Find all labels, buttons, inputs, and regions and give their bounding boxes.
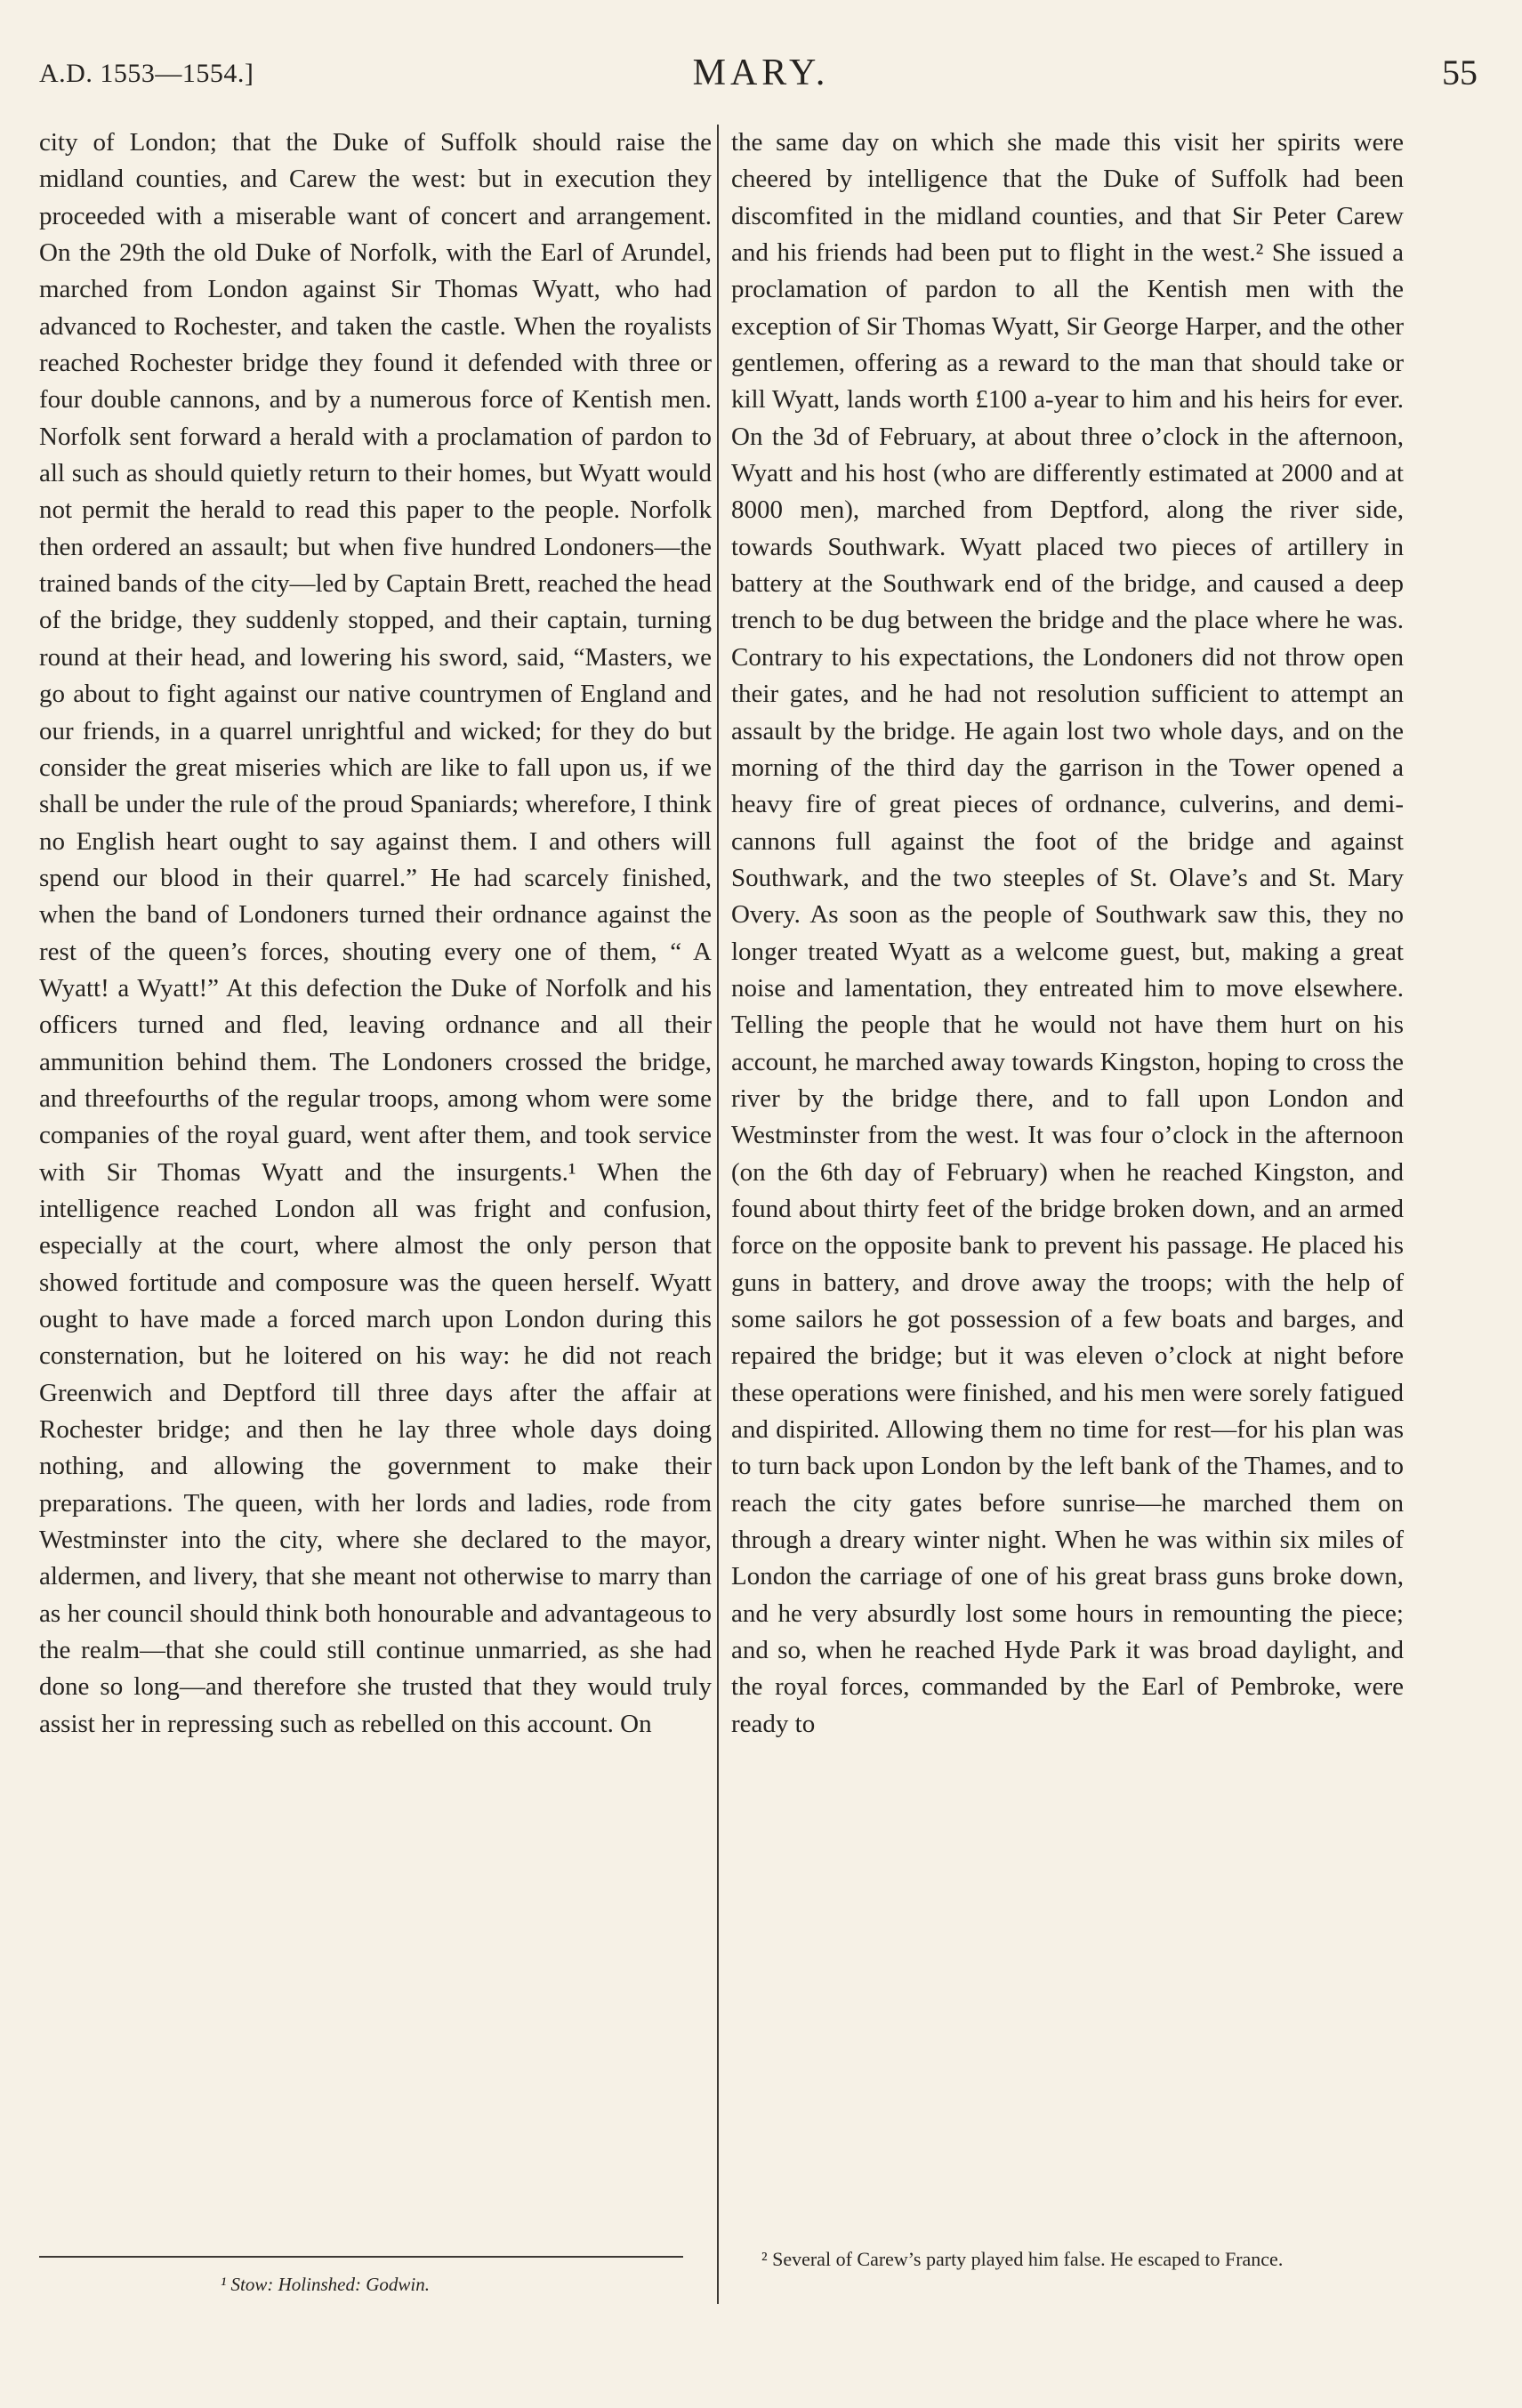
footnote-right: ² Several of Carew’s party played him false. He escaped to France. <box>761 2248 1284 2270</box>
footnote-rule <box>39 2256 683 2258</box>
running-title: MARY. <box>692 52 830 93</box>
date-range: A.D. 1553—1554.] <box>39 59 254 88</box>
left-column <box>39 125 712 1743</box>
footnote-left: ¹ Stow: Holinshed: Godwin. <box>221 2274 430 2295</box>
page-header <box>39 52 1483 105</box>
page-number: 55 <box>1442 52 1478 93</box>
right-column <box>731 125 1404 1743</box>
column-divider <box>717 125 719 2304</box>
right-column-text: the same day on which she made this visit her spirits were cheered by intelligence that the Duke of Suffolk had been discomfited in the midland counties, and that Sir Peter Carew and his friends had been put to flight in the west.² She issued a proclamation of pardon to all the Kentish men with the exception of Sir Thomas Wyatt, Sir George Harper, and the other gentlemen, offering as a reward to the man that should take or kill Wyatt, lands worth £100 a-year to him and his heirs for ever. On the 3d of February, at about three o’clock in the afternoon, Wyatt and his host (who are differently estimated at 2000 and at 8000 men), marched from Deptford, along the river side, towards Southwark. Wyatt placed two pieces of artillery in battery at the Southwark end of the bridge, and caused a deep trench to be dug between the bridge and the place where he was. Contrary to his expectations, the Londoners did not throw open their gates, and he had not resolution sufficient to attempt an assault by the bridge. He again lost two whole days, and on the morning of the third day the garrison in the Tower opened a heavy fire of great pieces of ordnance, culverins, and demi-cannons full against the foot of the bridge and against Southwark, and the two steeples of St. Olave’s and St. Mary Overy. As soon as the people of Southwark saw this, they no longer treated Wyatt as a welcome guest, but, making a great noise and lamentation, they entreated him to move elsewhere. Telling the people that he would not have them hurt on his account, he marched away towards Kingston, hoping to cross the river by the bridge there, and to fall upon London and Westminster from the west. It was four o’clock in the afternoon (on the 6th day of February) when he reached Kingston, and found about thirty feet of the bridge broken down, and an armed force on the opposite bank to prevent his passage. He placed his guns in battery, and drove away the troops; with the help of some sailors he got possession of a few boats and barges, and repaired the bridge; but it was eleven o’clock at night before these operations were finished, and his men were sorely fatigued and dispirited. Allowing them no time for rest—for his plan was to turn back upon London by the left bank of the Thames, and to reach the city gates before sunrise—he marched them on through a dreary winter night. When he was within six miles of London the carriage of one of his great brass guns broke down, and he very absurdly lost some hours in remounting the piece; and so, when he reached Hyde Park it was broad daylight, and the royal forces, commanded by the Earl of Pembroke, were ready to <box>731 128 1404 1738</box>
left-column-text: city of London; that the Duke of Suffolk should raise the midland counties, and Carew the west: but in execution they proceeded with a miserable want of concert and arrangement. On the 29th the old Duke of Norfolk, with the Earl of Arundel, marched from London against Sir Thomas Wyatt, who had advanced to Rochester, and taken the castle. When the royalists reached Rochester bridge they found it defended with three or four double cannons, and by a numerous force of Kentish men. Norfolk sent forward a herald with a proclamation of pardon to all such as should quietly return to their homes, but Wyatt would not permit the herald to read this paper to the people. Norfolk then ordered an assault; but when five hundred Londoners—the trained bands of the city—led by Captain Brett, reached the head of the bridge, they suddenly stopped, and their captain, turning round at their head, and lowering his sword, said, “Masters, we go about to fight against our native countrymen of England and our friends, in a quarrel unrightful and wicked; for they do but consider the great miseries which are like to fall upon us, if we shall be under the rule of the proud Spaniards; wherefore, I think no English heart ought to say against them. I and others will spend our blood in their quarrel.” He had scarcely finished, when the band of Londoners turned their ordnance against the rest of the queen’s forces, shouting every one of them, “ A Wyatt! a Wyatt!” At this defection the Duke of Norfolk and his officers turned and fled, leaving ordnance and all their ammunition behind them. The Londoners crossed the bridge, and threefourths of the regular troops, among whom were some companies of the royal guard, went after them, and took service with Sir Thomas Wyatt and the insurgents.¹ When the intelligence reached London all was fright and confusion, especially at the court, where almost the only person that showed fortitude and composure was the queen herself. Wyatt ought to have made a forced march upon London during this consternation, but he loitered on his way: he did not reach Greenwich and Deptford till three days after the affair at Rochester bridge; and then he lay three whole days doing nothing, and allowing the government to make their preparations. The queen, with her lords and ladies, rode from Westminster into the city, where she declared to the mayor, aldermen, and livery, that she meant not otherwise to marry than as her council should think both honourable and advantageous to the realm—that she could still continue unmarried, as she had done so long—and therefore she trusted that they would truly assist her in repressing such as rebelled on this account. On <box>39 128 712 1738</box>
